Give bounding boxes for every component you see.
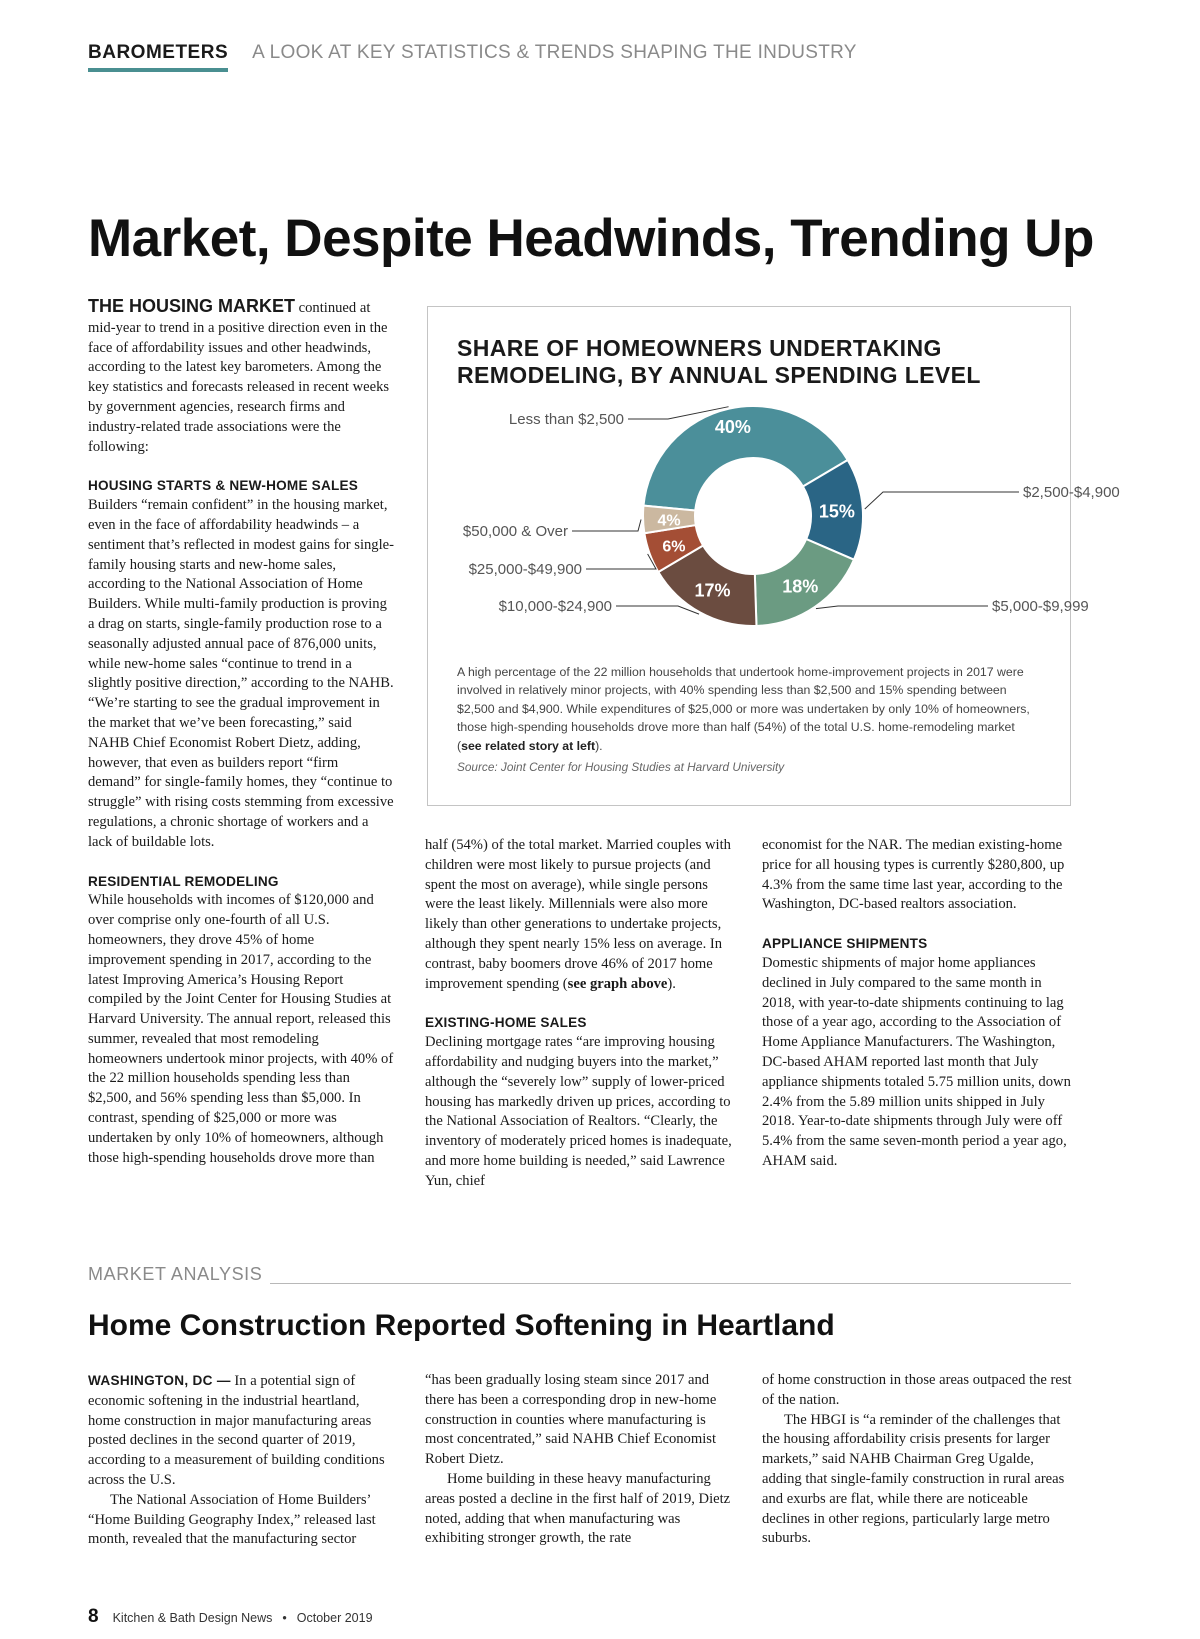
article2-paragraph: The HBGI is “a reminder of the challenges that the housing affordability crisis presents for larger markets,” said NAHB Chairman Greg Ugalde, adding that single-family construction in rural areas and exurbs are flat, while there are noticeable declines in other regions, particularly large metro suburbs. bbox=[762, 1411, 1065, 1547]
article2-paragraph: of home construction in those areas outpaced the rest of the nation. bbox=[762, 1372, 1072, 1408]
category-label-10-000-24-900: $10,000-$24,900 bbox=[498, 598, 612, 615]
market-analysis-label: MARKET ANALYSIS bbox=[88, 1264, 263, 1284]
body-remodeling-cont-text: half (54%) of the total market. Married couples with children were most likely to pursue projects (and spent the most on average), while single persons were the least likely. Millennials were also more likely than other generations to undertake projects, although they spent nearly 15% less on average. In contrast, baby boomers drove 46% of 2017 home improvement spending ( bbox=[425, 837, 731, 992]
body-remodeling-cont bbox=[425, 836, 733, 994]
category-label-50-000-over: $50,000 & Over bbox=[462, 523, 568, 540]
body-housing-starts: Builders “remain confident” in the housing market, even in the face of affordability headwinds – a sentiment that’s reflected in modest gains for single-family housing starts and new-home sales, according to the National Association of Home Builders. While multi-family production is proving a drag on starts, single-family production rose to a seasonally adjusted annual pace of 876,000 units, while new-home sales “continue to trend in a slightly positive direction,” according to the NAHB. “We’re starting to see the gradual improvement in the market that we’ve been forecasting,” said NAHB Chief Economist Robert Dietz, adding, however, that even as builders report “firm demand” for single-family homes, they “continue to struggle” with rising costs stemming from excessive regulations, a chronic shortage of workers and a lack of buildable lots. bbox=[88, 497, 394, 850]
body-existing-home-cont: economist for the NAR. The median existing-home price for all housing types is currently $280,800, up 4.3% from the same time last year, according to the Washington, DC-based realtors association. bbox=[762, 837, 1065, 913]
leader-line-25-000-49-900 bbox=[586, 554, 656, 569]
lead-caps: THE HOUSING MARKET bbox=[88, 296, 295, 316]
dateline: WASHINGTON, DC — bbox=[88, 1373, 231, 1388]
article2-paragraph: The National Association of Home Builders’ “Home Building Geography Index,” released last month, revealed that the manufacturing sector bbox=[88, 1491, 376, 1548]
section-tagline: A LOOK AT KEY STATISTICS & TRENDS SHAPING THE INDUSTRY bbox=[252, 42, 857, 63]
article-column-3 bbox=[762, 836, 1072, 1172]
publication-name: Kitchen & Bath Design News bbox=[112, 1611, 273, 1625]
page-footer bbox=[88, 1606, 373, 1628]
chart-title-line-2: REMODELING, BY ANNUAL SPENDING LEVEL bbox=[457, 362, 981, 388]
chart-caption-tail: ). bbox=[595, 738, 603, 753]
article2-column-3 bbox=[762, 1371, 1072, 1549]
value-label-50-000-over: 4% bbox=[657, 512, 681, 530]
lead-paragraph bbox=[88, 297, 394, 457]
body-remodeling-cont-tail: ). bbox=[667, 975, 676, 992]
subhead-housing-starts: HOUSING STARTS & NEW-HOME SALES bbox=[88, 478, 359, 494]
leader-line-5-000-9-999 bbox=[816, 606, 988, 609]
article2-column-1 bbox=[88, 1371, 394, 1550]
subhead-appliance: APPLIANCE SHIPMENTS bbox=[762, 936, 928, 952]
chart-caption-text: A high percentage of the 22 million households that undertook home-improvement projects in 2017 were involved in relatively minor projects, with 40% spending less than $2,500 and 15% spending between $2,500 and $4,900. While expenditures of $25,000 or more was undertaken by only 10% of homeowners, those high-spending households drove more than half (54%) of the total U.S. home-remodeling market ( bbox=[457, 665, 1030, 753]
value-label-2-500-4-900: 15% bbox=[818, 501, 855, 522]
value-label-10-000-24-900: 17% bbox=[694, 580, 731, 601]
category-label-25-000-49-900: $25,000-$49,900 bbox=[468, 561, 582, 578]
subhead-existing-home: EXISTING-HOME SALES bbox=[425, 1015, 587, 1031]
section-divider bbox=[270, 1283, 1071, 1284]
footer-separator: • bbox=[282, 1611, 287, 1625]
article2-headline: Home Construction Reported Softening in Heartland bbox=[88, 1309, 835, 1342]
lead-text: continued at mid-year to trend in a positive direction even in the face of affordability issues and other headwinds, according to the latest key barometers. Among the key statistics and forecasts released in recent weeks by government agencies, research firms and industry-related trade associations were the following: bbox=[88, 300, 390, 455]
chart-source: Source: Joint Center for Housing Studies at Harvard University bbox=[457, 760, 785, 774]
category-label-5-000-9-999: $5,000-$9,999 bbox=[992, 598, 1089, 615]
issue-date: October 2019 bbox=[296, 1611, 373, 1625]
chart-panel bbox=[427, 306, 1120, 806]
category-label-2-500-4-900: $2,500-$4,900 bbox=[1023, 484, 1120, 501]
article2-paragraph: “has been gradually losing steam since 2017 and there has been a corresponding drop in new-home construction in counties where manufacturing is most concentrated,” said NAHB Chief Economist Robert Dietz. bbox=[425, 1372, 717, 1468]
chart-caption-ref: see related story at left bbox=[461, 738, 596, 753]
body-existing-home: Declining mortgage rates “are improving housing affordability and nudging buyers into the market,” although the “severely low” supply of lower-priced housing has markedly driven up prices, according to the National Association of Realtors. “Clearly, the inventory of moderately priced homes is inadequate, and more home building is needed,” said Lawrence Yun, chief bbox=[425, 1034, 732, 1189]
chart-caption bbox=[457, 663, 1042, 755]
body-appliance: Domestic shipments of major home appliances declined in July compared to the same month in 2018, with year-to-date shipments continuing to lag those of a year ago, according to the Association of Home Appliance Manufacturers. The Washington, DC-based AHAM reported last month that July appliance shipments totaled 5.75 million units, down 2.4% from the 5.89 million units shipped in July 2018. Year-to-date shipments through July were off 5.4% from the same seven-month period a year ago, AHAM said. bbox=[762, 954, 1071, 1169]
body-remodeling: While households with incomes of $120,000 and over comprise only one-fourth of all U.S. homeowners, they drove 45% of home improvement spending in 2017, according to the latest Improving America’s Housing Report compiled by the Joint Center for Housing Studies at Harvard University. The annual report, released this summer, revealed that most remodeling homeowners undertook minor projects, with 40% of the 22 million households spending less than $2,500, and 56% spending less than $5,000. In contrast, spending of $25,000 or more was undertaken by only 10% of homeowners, although those high-spending households drove more than bbox=[88, 892, 394, 1166]
article2-paragraph: Home building in these heavy manufacturing areas posted a decline in the first half of 2019, Dietz noted, adding that when manufacturing was exhibiting stronger growth, the rate bbox=[425, 1470, 731, 1547]
value-label-less-than-2-500: 40% bbox=[714, 417, 751, 438]
leader-line-10-000-24-900 bbox=[616, 606, 699, 614]
section-label: BAROMETERS bbox=[88, 42, 229, 63]
article2-column-2 bbox=[425, 1371, 733, 1549]
article2-lead-text: In a potential sign of economic softening in the industrial heartland, home construction in major manufacturing areas posted declines in the second quarter of 2019, according to a measurement of building conditions across the U.S. bbox=[88, 1373, 385, 1488]
value-label-25-000-49-900: 6% bbox=[662, 538, 686, 556]
article-column-1 bbox=[88, 297, 394, 1168]
value-label-5-000-9-999: 18% bbox=[782, 576, 819, 597]
leader-line-50-000-over bbox=[572, 520, 641, 531]
category-label-less-than-2-500: Less than $2,500 bbox=[508, 411, 624, 428]
article-headline: Market, Despite Headwinds, Trending Up bbox=[88, 209, 1094, 268]
see-graph-ref: see graph above bbox=[567, 975, 668, 992]
article-column-2 bbox=[425, 836, 733, 1192]
chart-title-line-1: SHARE OF HOMEOWNERS UNDERTAKING bbox=[457, 335, 942, 361]
subhead-remodeling: RESIDENTIAL REMODELING bbox=[88, 873, 279, 889]
section-header bbox=[88, 42, 857, 72]
page-number: 8 bbox=[88, 1606, 99, 1627]
article2-lead bbox=[88, 1371, 394, 1491]
leader-line-2-500-4-900 bbox=[865, 492, 1019, 509]
